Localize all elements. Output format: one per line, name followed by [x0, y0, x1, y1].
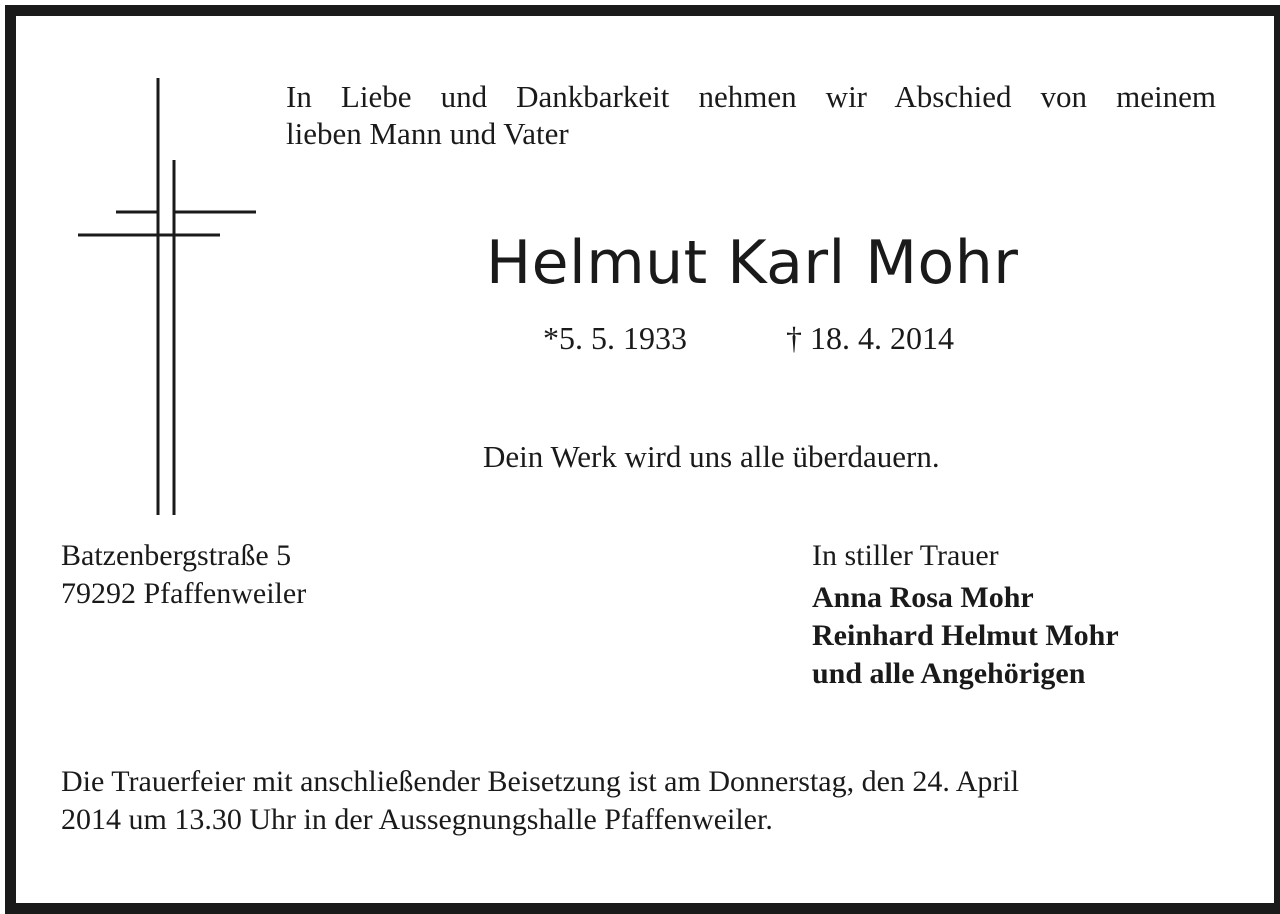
ceremony-line-1: Die Trauerfeier mit anschließender Beisetzung ist am Donnerstag, den 24. April — [61, 765, 1020, 798]
address-block — [61, 537, 306, 613]
death-date: † 18. 4. 2014 — [786, 320, 954, 356]
mourner-name: und alle Angehörigen — [812, 657, 1086, 690]
obituary-notice — [5, 5, 1280, 914]
intro-line-1: In Liebe und Dankbarkeit nehmen wir Abschied von meinem — [286, 79, 1216, 114]
mourner-name: Anna Rosa Mohr — [812, 581, 1034, 614]
address-city: 79292 Pfaffenweiler — [61, 577, 307, 610]
mourners-block — [812, 537, 1119, 693]
mourner-name: Reinhard Helmut Mohr — [812, 619, 1119, 652]
ceremony-text — [61, 763, 1221, 839]
mourners-caption: In stiller Trauer — [812, 539, 999, 572]
deceased-name: Helmut Karl Mohr — [486, 228, 1019, 298]
ceremony-line-2: 2014 um 13.30 Uhr in der Aussegnungshalle Pfaffenweiler. — [61, 803, 773, 836]
motto-text: Dein Werk wird uns alle überdauern. — [483, 439, 940, 474]
cross-icon — [68, 78, 258, 518]
birth-date: *5. 5. 1933 — [543, 320, 687, 356]
address-street: Batzenbergstraße 5 — [61, 539, 292, 572]
intro-line-2: lieben Mann und Vater — [286, 116, 569, 151]
intro-text — [286, 78, 1216, 152]
